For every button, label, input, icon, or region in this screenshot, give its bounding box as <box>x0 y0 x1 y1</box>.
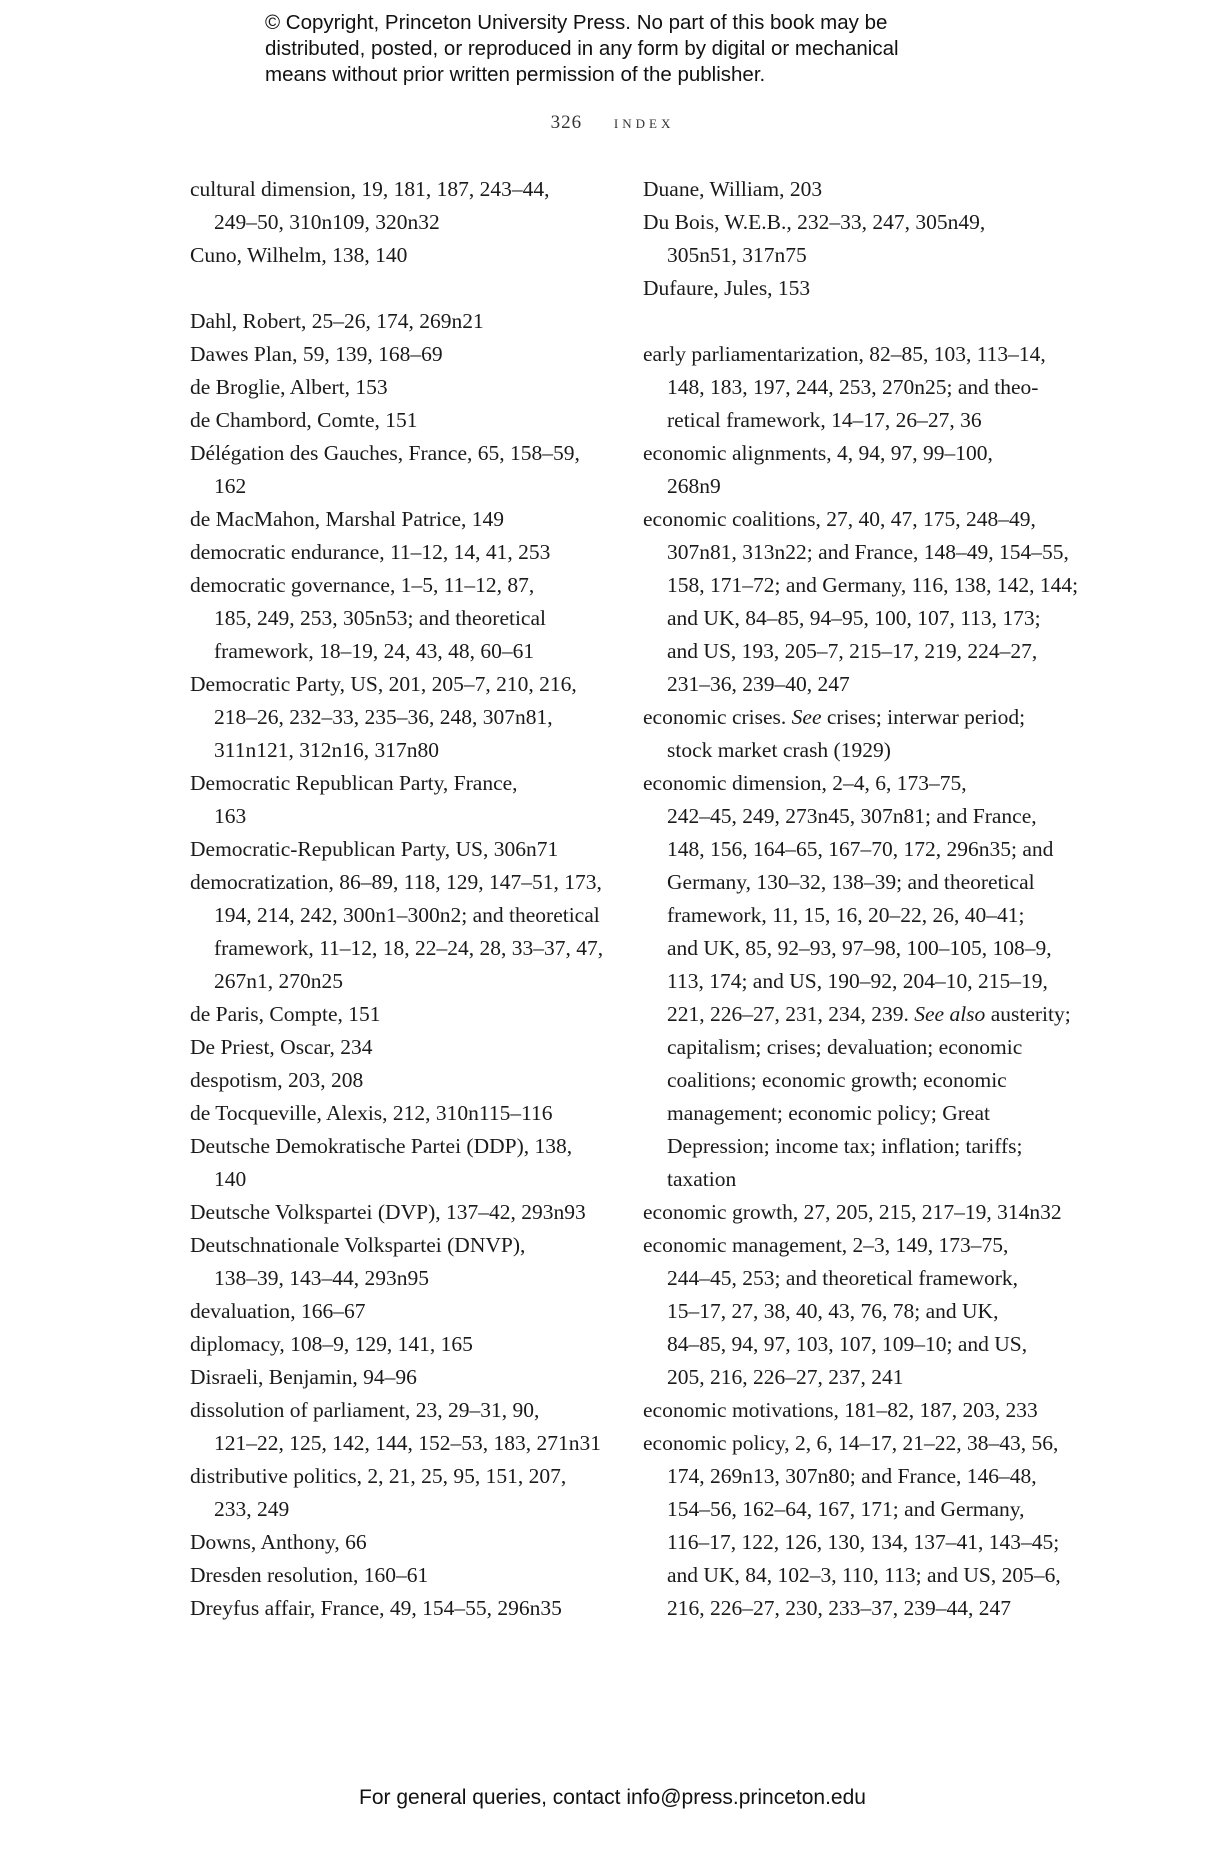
index-entry-continuation-line: 138–39, 143–44, 293n95 <box>214 1266 429 1290</box>
index-entry <box>190 173 610 239</box>
index-entry-continuation-line: framework, 18–19, 24, 43, 48, 60–61 <box>214 639 535 663</box>
copyright-line: means without prior written permission of the publisher. <box>265 63 766 86</box>
index-entry-continuation-line: 194, 214, 242, 300n1–300n2; and theoretical <box>214 903 600 927</box>
index-entry <box>190 305 610 338</box>
index-entry-continuation-line: 15–17, 27, 38, 40, 43, 76, 78; and UK, <box>667 1299 999 1323</box>
index-entry-heading-line: De Priest, Oscar, 234 <box>190 1035 373 1059</box>
index-entry-continuation-line: and UK, 84, 102–3, 110, 113; and US, 205–6, <box>667 1563 1061 1587</box>
index-entry <box>190 1592 610 1625</box>
index-entry-continuation-line: 84–85, 94, 97, 103, 107, 109–10; and US, <box>667 1332 1028 1356</box>
index-entry <box>190 1130 610 1196</box>
index-entry-continuation-line: 205, 216, 226–27, 237, 241 <box>667 1365 904 1389</box>
index-entry-heading-line: economic coalitions, 27, 40, 47, 175, 248–49, <box>643 507 1036 531</box>
index-entry <box>190 1295 610 1328</box>
index-entry-heading-line: de Chambord, Comte, 151 <box>190 408 418 432</box>
page-number: 326 <box>550 112 583 133</box>
index-entry <box>190 338 610 371</box>
running-head <box>0 112 1225 134</box>
index-entry-heading-line: democratization, 86–89, 118, 129, 147–51, 173, <box>190 870 602 894</box>
index-entry-heading-line: cultural dimension, 19, 181, 187, 243–44, <box>190 177 550 201</box>
index-entry <box>643 1229 1063 1394</box>
index-entry-continuation-line: 268n9 <box>667 474 721 498</box>
index-entry-heading-line: Dresden resolution, 160–61 <box>190 1563 429 1587</box>
index-entry <box>643 437 1063 503</box>
index-entry <box>190 239 610 272</box>
index-entry-continuation-line: and UK, 85, 92–93, 97–98, 100–105, 108–9, <box>667 936 1052 960</box>
index-entry-continuation-line: 121–22, 125, 142, 144, 152–53, 183, 271n31 <box>214 1431 601 1455</box>
index-entry-heading-line: Democratic Party, US, 201, 205–7, 210, 216, <box>190 672 577 696</box>
index-entry <box>190 1394 610 1460</box>
index-entry-continuation-line: 216, 226–27, 230, 233–37, 239–44, 247 <box>667 1596 1011 1620</box>
index-entry <box>190 536 610 569</box>
index-entry-heading-line: Deutsche Volkspartei (DVP), 137–42, 293n93 <box>190 1200 586 1224</box>
index-entry-continuation-line: 307n81, 313n22; and France, 148–49, 154–55, <box>667 540 1069 564</box>
index-entry-continuation-line: stock market crash (1929) <box>667 738 891 762</box>
index-entry-heading-line: democratic endurance, 11–12, 14, 41, 253 <box>190 540 551 564</box>
index-entry-continuation-line: 116–17, 122, 126, 130, 134, 137–41, 143–45; <box>667 1530 1060 1554</box>
index-entry <box>190 668 610 767</box>
index-entry-heading-line: distributive politics, 2, 21, 25, 95, 151, 207, <box>190 1464 567 1488</box>
index-entry-continuation-line: 158, 171–72; and Germany, 116, 138, 142, 144; <box>667 573 1079 597</box>
index-entry-heading-line: de Broglie, Albert, 153 <box>190 375 388 399</box>
index-entry <box>643 173 1063 206</box>
index-entry-continuation-line: framework, 11, 15, 16, 20–22, 26, 40–41; <box>667 903 1025 927</box>
index-entry-continuation-line: management; economic policy; Great <box>667 1101 990 1125</box>
index-entry-continuation-line: 221, 226–27, 231, 234, 239. See also austerity; <box>667 1002 1071 1026</box>
index-entry <box>190 1196 610 1229</box>
index-entry <box>190 1064 610 1097</box>
index-entry-continuation-line: 267n1, 270n25 <box>214 969 343 993</box>
index-entry-continuation-line: 233, 249 <box>214 1497 290 1521</box>
index-entry-heading-line: Deutschnationale Volkspartei (DNVP), <box>190 1233 526 1257</box>
index-entry-continuation-line: 311n121, 312n16, 317n80 <box>214 738 439 762</box>
index-entry-heading-line: Democratic-Republican Party, US, 306n71 <box>190 837 559 861</box>
index-entry-continuation-line: 185, 249, 253, 305n53; and theoretical <box>214 606 546 630</box>
index-entry <box>190 1097 610 1130</box>
index-entry-heading-line: devaluation, 166–67 <box>190 1299 366 1323</box>
index-entry <box>190 1229 610 1295</box>
index-entry-continuation-line: 174, 269n13, 307n80; and France, 146–48, <box>667 1464 1037 1488</box>
index-entry <box>190 371 610 404</box>
index-entry-continuation-line: 148, 156, 164–65, 167–70, 172, 296n35; and <box>667 837 1054 861</box>
index-entry <box>190 1361 610 1394</box>
index-entry-heading-line: economic alignments, 4, 94, 97, 99–100, <box>643 441 993 465</box>
index-entry <box>643 206 1063 272</box>
index-column-right <box>643 173 1079 1625</box>
index-entry-heading-line: economic crises. See crises; interwar period; <box>643 705 1026 729</box>
index-entry <box>643 503 1079 701</box>
index-entry <box>643 272 1063 305</box>
index-entry-heading-line: Cuno, Wilhelm, 138, 140 <box>190 243 408 267</box>
index-entry-continuation-line: retical framework, 14–17, 26–27, 36 <box>667 408 982 432</box>
index-entry-continuation-line: and US, 193, 205–7, 215–17, 219, 224–27, <box>667 639 1038 663</box>
index-entry-continuation-line: 242–45, 249, 273n45, 307n81; and France, <box>667 804 1037 828</box>
index-entry-heading-line: Duane, William, 203 <box>643 177 823 201</box>
index-entry-heading-line: economic dimension, 2–4, 6, 173–75, <box>643 771 967 795</box>
index-entry-heading-line: Dawes Plan, 59, 139, 168–69 <box>190 342 443 366</box>
index-entry-heading-line: diplomacy, 108–9, 129, 141, 165 <box>190 1332 473 1356</box>
index-entry-heading-line: de MacMahon, Marshal Patrice, 149 <box>190 507 505 531</box>
index-entry <box>190 1526 610 1559</box>
index-entry <box>643 1196 1063 1229</box>
index-entry-heading-line: Democratic Republican Party, France, <box>190 771 518 795</box>
index-entry-heading-line: early parliamentarization, 82–85, 103, 113–14, <box>643 342 1046 366</box>
index-entry-continuation-line: 148, 183, 197, 244, 253, 270n25; and theo- <box>667 375 1039 399</box>
index-entry-heading-line: despotism, 203, 208 <box>190 1068 364 1092</box>
index-entry-continuation-line: 140 <box>214 1167 247 1191</box>
index-entry-heading-line: democratic governance, 1–5, 11–12, 87, <box>190 573 535 597</box>
index-entry-continuation-line: 305n51, 317n75 <box>667 243 807 267</box>
index-entry <box>190 1460 610 1526</box>
letter-group-gap <box>190 272 610 305</box>
index-entry-heading-line: Dufaure, Jules, 153 <box>643 276 811 300</box>
index-entry-heading-line: Disraeli, Benjamin, 94–96 <box>190 1365 417 1389</box>
letter-group-gap <box>643 305 1063 338</box>
index-entry-continuation-line: 113, 174; and US, 190–92, 204–10, 215–19, <box>667 969 1048 993</box>
index-entry <box>190 569 610 668</box>
index-entry-heading-line: de Paris, Compte, 151 <box>190 1002 381 1026</box>
index-entry-continuation-line: and UK, 84–85, 94–95, 100, 107, 113, 173; <box>667 606 1041 630</box>
section-title: index <box>613 112 675 133</box>
index-entry <box>190 1031 610 1064</box>
index-column-left <box>190 173 610 1625</box>
copyright-line: © Copyright, Princeton University Press. No part of this book may be <box>265 11 888 34</box>
index-entry-continuation-line: 249–50, 310n109, 320n32 <box>214 210 440 234</box>
index-entry-heading-line: dissolution of parliament, 23, 29–31, 90, <box>190 1398 540 1422</box>
index-entry <box>190 998 610 1031</box>
index-entry-heading-line: de Tocqueville, Alexis, 212, 310n115–116 <box>190 1101 553 1125</box>
index-entry-heading-line: Du Bois, W.E.B., 232–33, 247, 305n49, <box>643 210 986 234</box>
index-entry-heading-line: Downs, Anthony, 66 <box>190 1530 367 1554</box>
index-entry-continuation-line: framework, 11–12, 18, 22–24, 28, 33–37, 47, <box>214 936 604 960</box>
index-entry-continuation-line: taxation <box>667 1167 737 1191</box>
index-entry <box>643 338 1063 437</box>
index-entry-heading-line: Dahl, Robert, 25–26, 174, 269n21 <box>190 309 484 333</box>
index-entry-continuation-line: capitalism; crises; devaluation; economic <box>667 1035 1023 1059</box>
index-entry <box>643 1394 1063 1427</box>
index-entry-continuation-line: 163 <box>214 804 247 828</box>
index-entry <box>190 404 610 437</box>
index-entry-heading-line: economic management, 2–3, 149, 173–75, <box>643 1233 1009 1257</box>
index-entry-continuation-line: coalitions; economic growth; economic <box>667 1068 1007 1092</box>
index-entry <box>643 1427 1063 1625</box>
index-entry-continuation-line: Depression; income tax; inflation; tariffs; <box>667 1134 1023 1158</box>
index-entry-heading-line: economic policy, 2, 6, 14–17, 21–22, 38–43, 56, <box>643 1431 1059 1455</box>
copyright-notice <box>265 10 1025 88</box>
index-entry <box>190 833 610 866</box>
index-entry <box>190 1328 610 1361</box>
copyright-line: distributed, posted, or reproduced in any form by digital or mechanical <box>265 37 899 60</box>
index-entry-continuation-line: 218–26, 232–33, 235–36, 248, 307n81, <box>214 705 553 729</box>
index-entry <box>190 503 610 536</box>
footer-contact: For general queries, contact info@press.princeton.edu <box>359 1786 866 1809</box>
index-entry-continuation-line: 154–56, 162–64, 167, 171; and Germany, <box>667 1497 1025 1521</box>
index-entry-continuation-line: 162 <box>214 474 247 498</box>
index-entry-continuation-line: 244–45, 253; and theoretical framework, <box>667 1266 1019 1290</box>
index-entry <box>643 767 1071 1196</box>
index-entry <box>190 767 610 833</box>
index-entry <box>190 437 610 503</box>
index-entry <box>190 1559 610 1592</box>
index-entry-continuation-line: Germany, 130–32, 138–39; and theoretical <box>667 870 1035 894</box>
index-entry <box>190 866 610 998</box>
index-entry-heading-line: Délégation des Gauches, France, 65, 158–59, <box>190 441 580 465</box>
index-entry-heading-line: economic growth, 27, 205, 215, 217–19, 314n32 <box>643 1200 1062 1224</box>
index-entry-heading-line: Dreyfus affair, France, 49, 154–55, 296n35 <box>190 1596 562 1620</box>
index-entry-continuation-line: 231–36, 239–40, 247 <box>667 672 850 696</box>
index-entry-heading-line: Deutsche Demokratische Partei (DDP), 138, <box>190 1134 573 1158</box>
index-entry <box>643 701 1063 767</box>
index-entry-heading-line: economic motivations, 181–82, 187, 203, 233 <box>643 1398 1038 1422</box>
